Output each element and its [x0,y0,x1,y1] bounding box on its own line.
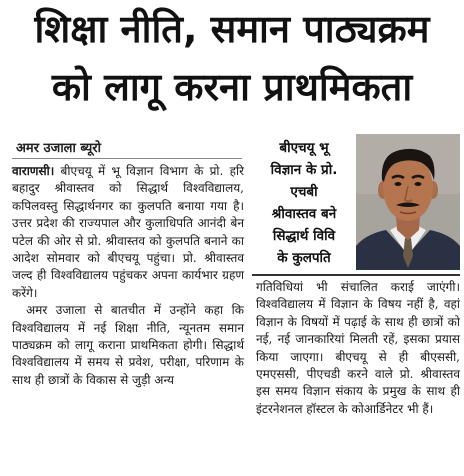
headline-line-1: शिक्षा नीति, समान पाठ्यक्रम [34,7,430,51]
callout-line-2: विज्ञान के प्रो. [270,162,338,178]
portrait-illustration [356,134,460,270]
article-paragraph-3: गतिविधियां भी संचालित कराई जाएंगी। विश्वविद्यालय में विज्ञान के विषय नहीं है, वहां विज्ञान के विषयों में पढ़ाई के साथ ही छात्रों को नई, नई जानकारियां मिलती रहें, इसका प्रयास किया जाएगा। बीएचयू से ही बीएससी, एमएससी, पीएचडी करने वाले प्रो. श्रीवास्तव इस समय विज्ञान संकाय के प्रमुख के साथ ही इंटरनेशनल हॉस्टल के कोआर्डिनेटर भी हैं। [256,280,460,416]
headline-line-2: को लागू करना प्राथमिकता [51,65,413,109]
article-column-right [256,279,460,418]
byline: अमर उजाला ब्यूरो [16,141,101,156]
callout-divider [252,274,460,276]
callout-box [252,137,356,269]
article-paragraph-2: अमर उजाला से बातचीत में उन्होंने कहा कि विश्वविद्यालय में नई शिक्षा नीति, न्यूनतम समान पाठ्यक्रम को लागू कराना प्राथमिकता होगी। सिद्धार्थ विश्वविद्यालय में समय से प्रवेश, परीक्षा, परिणाम के साथ ही छात्रों के विकास से जुड़ी अन्य [12,303,244,387]
byline-divider [12,158,242,159]
dateline: वाराणसी। [12,164,55,178]
callout-line-3: एचबी [290,184,318,200]
callout-line-5: सिद्धार्थ विवि [272,228,336,244]
callout-line-6: के कुलपति [277,250,331,266]
callout-line-1: बीएचयू भू [279,140,329,156]
paragraph-1-text: बीएचयू में भू विज्ञान विभाग के प्रो. हरि बहादुर श्रीवास्तव को सिद्धार्थ विश्वविद्यालय, कपिलवस्तु सिद्धार्थनगर का कुलपति बनाया गया है। उत्तर प्रदेश की राज्यपाल और कुलाधिपति आनंदी बेन पटेल की ओर से प्रो. श्रीवास्तव को कुलपति बनाने का आदेश सोमवार को बीएचयू पहुंचा। प्रो. श्रीवास्तव जल्द ही विश्वविद्यालय पहुंचकर अपना कार्यभार ग्रहण करेंगे। [12,164,244,300]
article-column-left [12,163,244,389]
callout-line-4: श्रीवास्तव बने [271,206,337,222]
portrait-photo [356,134,460,270]
article-paragraph-1 [12,163,244,302]
